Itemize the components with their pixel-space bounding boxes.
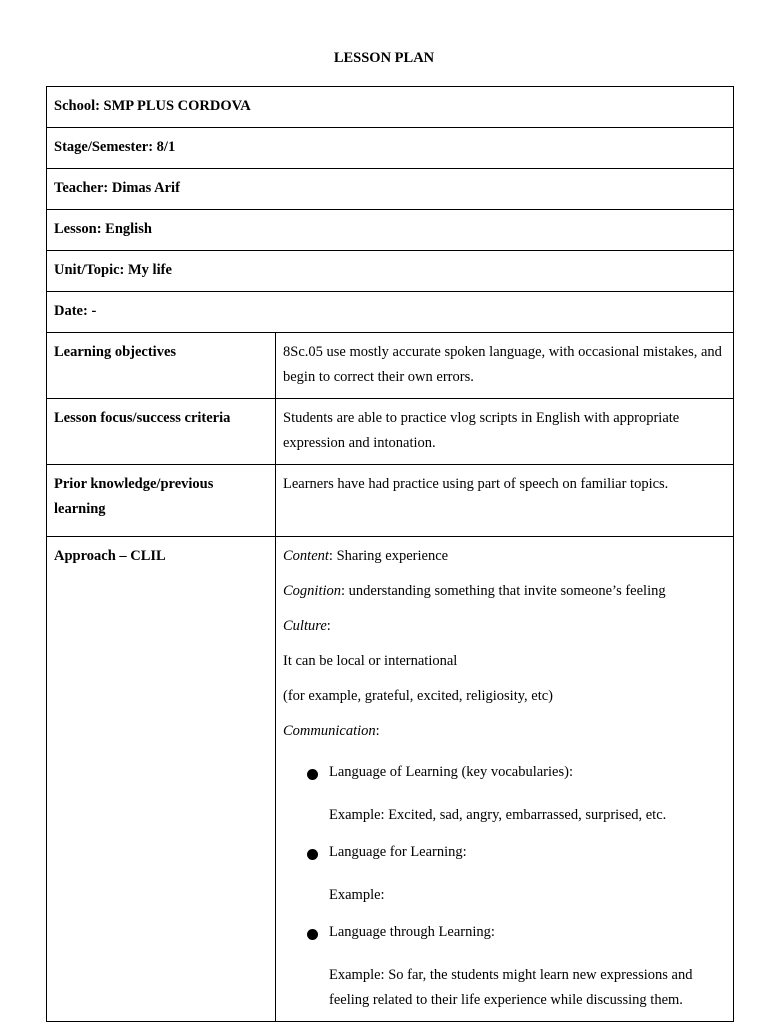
bullet-example: Example: So far, the students might learn new expressions and feeling related to their life experience while discussing them. [329, 967, 693, 1008]
stage-cell: Stage/Semester: 8/1 [47, 128, 734, 169]
culture-detail-1: It can be local or international [283, 653, 458, 669]
row-stage [47, 128, 734, 169]
communication-line [283, 719, 726, 744]
cognition-line [283, 579, 726, 604]
row-objectives [47, 333, 734, 399]
bullet-item [283, 920, 726, 945]
row-teacher [47, 169, 734, 210]
bullet-example: Example: Excited, sad, angry, embarrassed, surprised, etc. [329, 807, 667, 823]
objectives-text: 8Sc.05 use mostly accurate spoken language, with occasional mistakes, and begin to correct their own errors. [276, 333, 734, 399]
school-cell: School: SMP PLUS CORDOVA [47, 87, 734, 128]
approach-cell [276, 537, 734, 1022]
objectives-label: Learning objectives [47, 333, 276, 399]
approach-label: Approach – CLIL [47, 537, 276, 1022]
culture-text: : [326, 618, 331, 634]
content-label: Content [283, 548, 329, 564]
bullet-title: Language for Learning: [329, 844, 467, 860]
communication-text: : [375, 723, 380, 739]
row-date [47, 292, 734, 333]
focus-text: Students are able to practice vlog scripts in English with appropriate expression and intonation. [276, 399, 734, 465]
prior-text: Learners have had practice using part of speech on familiar topics. [276, 465, 734, 537]
row-school [47, 87, 734, 128]
focus-label: Lesson focus/success criteria [47, 399, 276, 465]
culture-detail-2: (for example, grateful, excited, religiosity, etc) [283, 688, 554, 704]
row-approach [47, 537, 734, 1022]
row-unit [47, 251, 734, 292]
cognition-text: : understanding something that invite someone’s feeling [341, 583, 666, 599]
lesson-cell: Lesson: English [47, 210, 734, 251]
date-cell: Date: - [47, 292, 734, 333]
content-line [283, 544, 726, 569]
cognition-label: Cognition [283, 583, 342, 599]
bullet-dot-icon [307, 849, 318, 860]
prior-label: Prior knowledge/previous learning [47, 465, 276, 537]
row-lesson [47, 210, 734, 251]
bullet-item [283, 760, 726, 785]
row-focus [47, 399, 734, 465]
culture-label: Culture [283, 618, 327, 634]
lesson-plan-table [46, 86, 734, 1022]
document-title: LESSON PLAN [333, 50, 435, 66]
row-prior [47, 465, 734, 537]
content-text: : Sharing experience [328, 548, 449, 564]
bullet-dot-icon [307, 929, 318, 940]
communication-label: Communication [283, 723, 376, 739]
unit-cell: Unit/Topic: My life [47, 251, 734, 292]
bullet-example: Example: [329, 887, 385, 903]
teacher-cell: Teacher: Dimas Arif [47, 169, 734, 210]
bullet-item [283, 840, 726, 865]
bullet-title: Language through Learning: [329, 924, 495, 940]
bullet-title: Language of Learning (key vocabularies): [329, 764, 573, 780]
bullet-dot-icon [307, 769, 318, 780]
culture-line [283, 614, 726, 639]
